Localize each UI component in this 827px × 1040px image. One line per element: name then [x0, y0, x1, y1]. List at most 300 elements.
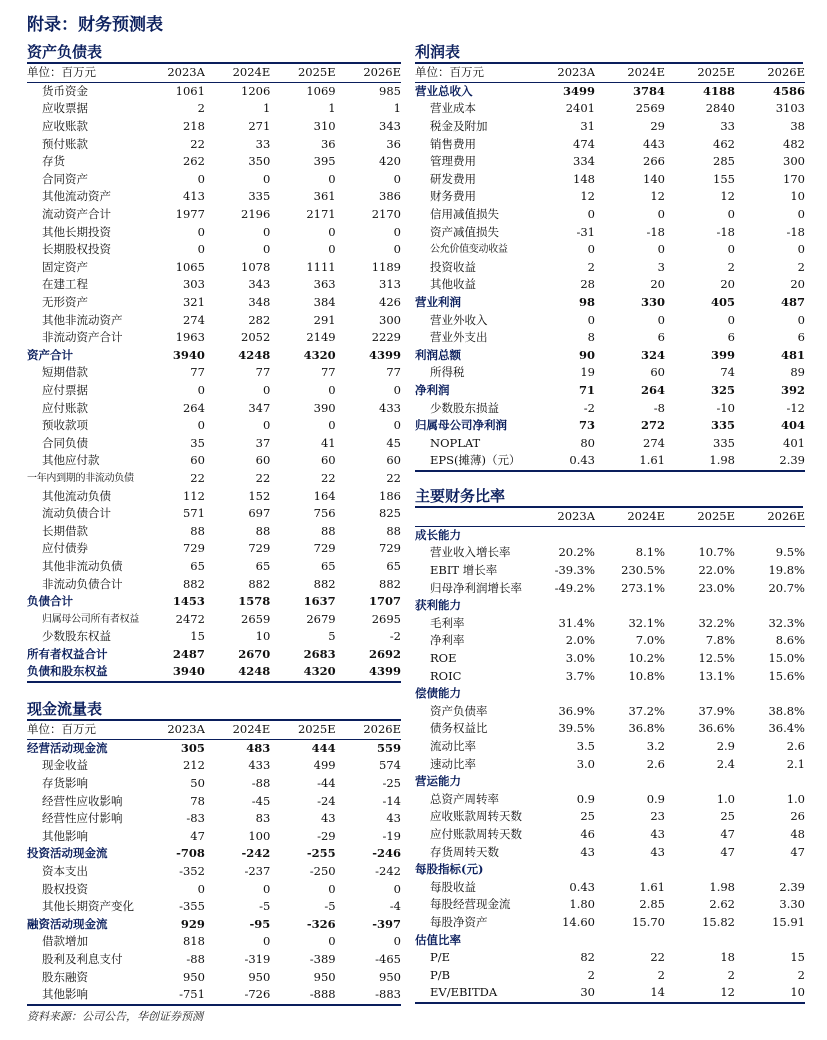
cell-value: 2149	[306, 330, 336, 345]
year-header: 2026E	[336, 721, 401, 739]
table-row	[415, 347, 805, 365]
cell-value: 405	[710, 295, 735, 310]
cell-value: 347	[248, 400, 271, 415]
table-row	[415, 931, 805, 949]
cell-value: 324	[640, 347, 665, 362]
row-label: 应付账款	[42, 400, 88, 415]
row-label: 其他流动负债	[42, 488, 111, 503]
cell-value: 0	[328, 881, 336, 896]
cell-value: 2	[587, 967, 595, 982]
cell-value: 1061	[175, 83, 205, 98]
cell-value: 148	[573, 171, 595, 186]
cell-value: -39.3%	[554, 563, 595, 578]
year-header: 2026E	[735, 508, 805, 526]
table-row	[415, 100, 805, 118]
cell-value: 25	[720, 809, 735, 824]
table-row	[415, 703, 805, 721]
row-label: 经营性应付影响	[42, 811, 123, 826]
cell-value: 0	[328, 224, 336, 239]
cell-value: 29	[650, 119, 665, 134]
cell-value: 10	[790, 189, 805, 204]
cell-value: 0	[393, 224, 401, 239]
row-label: 税金及附加	[430, 119, 488, 134]
row-label: 负债合计	[27, 594, 73, 609]
row-label: 资产合计	[27, 347, 73, 362]
cell-value: -18	[716, 224, 735, 239]
cell-value: 291	[313, 312, 336, 327]
cell-value: -465	[375, 952, 401, 967]
cell-value: 2170	[371, 207, 401, 222]
cell-value: -95	[249, 916, 271, 931]
table-row	[27, 329, 401, 347]
cell-value: 882	[379, 576, 401, 591]
cell-value: 77	[320, 365, 336, 380]
cell-value: 170	[783, 171, 805, 186]
row-label: 营业外收入	[430, 312, 488, 327]
cell-value: 1111	[306, 259, 336, 274]
cash-flow-table	[27, 721, 401, 1006]
cell-value: 4399	[336, 663, 401, 682]
table-row	[415, 984, 805, 1003]
cell-value: 2659	[241, 611, 271, 626]
cell-value: -389	[309, 952, 336, 967]
cell-value: 433	[248, 758, 271, 773]
row-label: 归属母公司净利润	[415, 418, 507, 433]
row-label: 负债和股东权益	[27, 663, 140, 682]
cell-value: 1	[393, 101, 401, 116]
cell-value: 310	[313, 119, 336, 134]
cell-value: 23.0%	[698, 580, 735, 595]
cell-value: 1.61	[639, 879, 665, 894]
cell-value: 0	[587, 242, 595, 257]
row-label: P/E	[430, 950, 451, 965]
cell-value: 818	[182, 934, 205, 949]
cell-value: 0	[262, 171, 271, 186]
cell-value	[665, 773, 735, 791]
cell-value: 31.4%	[558, 615, 595, 630]
table-row	[27, 593, 401, 611]
cell-value: 335	[713, 435, 735, 450]
ratios-title: 主要财务比率	[415, 486, 803, 508]
row-label: ROIC	[430, 668, 462, 683]
cell-value: -326	[306, 916, 336, 931]
row-label: 合同资产	[42, 171, 88, 186]
cell-value: -888	[270, 986, 335, 1005]
cell-value: 2	[727, 967, 735, 982]
cell-value: 20	[790, 277, 805, 292]
cell-value: 186	[379, 488, 401, 503]
cell-value: 729	[248, 541, 271, 556]
cell-value: -88	[251, 776, 271, 791]
cell-value: 48	[790, 826, 805, 841]
cell-value: 23	[650, 809, 665, 824]
table-row	[415, 206, 805, 224]
cell-value: 43	[580, 844, 595, 859]
cell-value: 2.62	[709, 897, 735, 912]
cell-value: 0	[797, 312, 805, 327]
balance-sheet-table	[27, 64, 401, 683]
cell-value: 47	[720, 844, 735, 859]
cell-value: 274	[182, 312, 205, 327]
row-label: 投资收益	[430, 259, 476, 274]
cell-value: 305	[180, 740, 205, 755]
cell-value: 9.5%	[775, 545, 805, 560]
cell-value: 350	[248, 154, 271, 169]
cell-value: 266	[643, 154, 665, 169]
cell-value: 950	[379, 969, 401, 984]
year-header: 2025E	[270, 64, 335, 82]
table-row	[415, 329, 805, 347]
cell-value: 32.1%	[628, 615, 665, 630]
cell-value: -246	[372, 846, 401, 861]
cell-value: 2.4	[716, 756, 735, 771]
table-row	[27, 259, 401, 277]
cell-value: 43	[650, 844, 665, 859]
cell-value: 7.0%	[635, 633, 665, 648]
cell-value: 47	[790, 844, 805, 859]
cell-value: 2	[727, 259, 735, 274]
cell-value: -10	[716, 400, 735, 415]
row-label: 资产减值损失	[430, 224, 499, 239]
cell-value: 2.6	[786, 739, 805, 754]
cell-value	[665, 526, 735, 544]
cell-value: 0.43	[525, 452, 595, 471]
table-row	[415, 434, 805, 452]
cell-value: 0	[727, 242, 735, 257]
cell-value: 60	[190, 453, 205, 468]
year-header: 2023A	[140, 721, 205, 739]
row-label: 应收票据	[42, 101, 88, 116]
income-statement-title: 利润表	[415, 42, 803, 64]
cell-value	[525, 597, 595, 615]
row-label: EPS(摊薄)（元）	[415, 452, 525, 471]
row-label: 短期借款	[42, 365, 88, 380]
row-label: 应付债券	[42, 541, 88, 556]
table-row	[415, 579, 805, 597]
cell-value: 1.61	[595, 452, 665, 471]
row-label: 存货影响	[42, 776, 88, 791]
row-label: 其他收益	[430, 277, 476, 292]
cell-value: -242	[241, 846, 271, 861]
cell-value: 2.9	[716, 739, 735, 754]
cell-value: 262	[182, 154, 205, 169]
cell-value: 90	[578, 347, 595, 362]
cell-value: 264	[640, 382, 665, 397]
cell-value: 32.3%	[768, 615, 805, 630]
row-label: 获利能力	[415, 598, 461, 613]
cell-value: 19	[580, 365, 595, 380]
balance-sheet-title: 资产负债表	[27, 42, 401, 64]
cell-value: 60	[255, 453, 271, 468]
table-row	[27, 628, 401, 646]
row-label: 研发费用	[430, 171, 476, 186]
row-label: 偿债能力	[415, 686, 461, 701]
table-row	[27, 100, 401, 118]
table-row	[415, 773, 805, 791]
cell-value: 212	[182, 758, 205, 773]
cell-value: 363	[313, 277, 336, 292]
cell-value: 3	[657, 259, 665, 274]
cell-value: 26	[790, 809, 805, 824]
cell-value: 3.5	[576, 739, 595, 754]
table-row	[27, 399, 401, 417]
cell-value: 10.7%	[698, 545, 735, 560]
year-header: 2025E	[665, 64, 735, 82]
table-header-row	[415, 64, 805, 82]
table-row	[415, 241, 805, 259]
row-label: ROE	[430, 651, 457, 666]
table-row	[27, 382, 401, 400]
cell-value: 36.4%	[768, 721, 805, 736]
cell-value: 4248	[205, 663, 270, 682]
cell-value: 1453	[172, 594, 205, 609]
cell-value: 46	[580, 826, 595, 841]
cash-flow-title: 现金流量表	[27, 699, 401, 721]
cell-value: 31	[580, 119, 595, 134]
cell-value: 1189	[371, 259, 401, 274]
row-label: 预收款项	[42, 418, 88, 433]
cell-value: 98	[578, 295, 595, 310]
cell-value: 474	[573, 136, 595, 151]
cell-value	[525, 861, 595, 879]
cell-value: 300	[379, 312, 401, 327]
cell-value: 2.85	[639, 897, 665, 912]
table-row	[27, 757, 401, 775]
row-label: 非流动负债合计	[42, 576, 123, 591]
cell-value: 0	[262, 382, 271, 397]
cell-value: 1078	[241, 259, 271, 274]
row-label: 营业成本	[430, 101, 476, 116]
cell-value: 65	[320, 558, 336, 573]
cell-value: 0	[262, 881, 271, 896]
cell-value: 38.8%	[768, 703, 805, 718]
cell-value: -237	[244, 864, 271, 879]
cell-value: 1963	[175, 330, 205, 345]
row-label: 一年内到期的非流动负债	[27, 472, 134, 484]
cell-value: 2.39	[735, 452, 805, 471]
table-row	[27, 241, 401, 259]
table-row	[415, 276, 805, 294]
cell-value: 2.1	[786, 756, 805, 771]
cell-value: 15.6%	[768, 668, 805, 683]
cell-value: 2	[797, 259, 805, 274]
cell-value: 950	[182, 969, 205, 984]
cell-value	[665, 597, 735, 615]
cell-value	[735, 526, 805, 544]
table-header-row	[27, 64, 401, 82]
cell-value: 2.39	[779, 879, 805, 894]
table-row	[27, 916, 401, 934]
table-row	[415, 382, 805, 400]
row-label: 固定资产	[42, 259, 88, 274]
cell-value: 10	[255, 629, 271, 644]
cell-value: 574	[379, 758, 401, 773]
cell-value: 88	[255, 523, 271, 538]
cell-value: 882	[313, 576, 336, 591]
cell-value: 88	[386, 523, 401, 538]
cell-value: 0	[657, 242, 665, 257]
cell-value: -19	[382, 828, 401, 843]
row-label: 信用减值损失	[430, 207, 499, 222]
cell-value: 444	[311, 740, 336, 755]
row-label: 归母净利润增长率	[430, 580, 522, 595]
cell-value	[735, 931, 805, 949]
cell-value: 19.8%	[768, 563, 805, 578]
table-row	[415, 118, 805, 136]
cell-value: 0	[197, 382, 205, 397]
cell-value: 33	[720, 119, 735, 134]
cell-value: 2683	[303, 646, 336, 661]
table-row	[415, 526, 805, 544]
cell-value: -88	[186, 952, 205, 967]
cell-value: 0.9	[576, 791, 595, 806]
source-footnote: 资料来源：公司公告，华创证券预测	[27, 1010, 203, 1023]
cell-value: 343	[379, 119, 401, 134]
cell-value: 33	[255, 136, 271, 151]
cell-value: 100	[248, 828, 271, 843]
cell-value: 1578	[238, 594, 271, 609]
cell-value: 22	[320, 470, 336, 485]
cell-value: 756	[313, 506, 336, 521]
row-label: 其他流动资产	[42, 189, 111, 204]
cell-value: -18	[786, 224, 805, 239]
cell-value: 392	[780, 382, 805, 397]
cell-value: 65	[190, 558, 205, 573]
row-label: 股东融资	[42, 969, 88, 984]
row-label: 归属母公司所有者权益	[42, 613, 139, 625]
row-label: 货币资金	[42, 83, 88, 98]
table-row	[27, 880, 401, 898]
cell-value: 0	[393, 171, 401, 186]
table-row	[415, 364, 805, 382]
table-row	[415, 791, 805, 809]
cell-value: 950	[313, 969, 336, 984]
cell-value: 0	[328, 171, 336, 186]
cell-value: 60	[650, 365, 665, 380]
row-label: 营业外支出	[430, 330, 488, 345]
cell-value: 230.5%	[621, 563, 665, 578]
row-label: 营业收入增长率	[430, 545, 511, 560]
cell-value: 274	[643, 435, 665, 450]
table-row	[415, 399, 805, 417]
cell-value: 1637	[303, 594, 336, 609]
row-label: 借款增加	[42, 934, 88, 949]
cell-value: 0	[262, 224, 271, 239]
cell-value: 0	[657, 207, 665, 222]
cell-value: 88	[320, 523, 336, 538]
table-row	[415, 896, 805, 914]
table-row	[415, 311, 805, 329]
cell-value: 2171	[306, 207, 336, 222]
cell-value: 443	[643, 136, 665, 151]
cell-value: 35	[190, 435, 205, 450]
row-label: 毛利率	[430, 615, 465, 630]
table-row	[27, 434, 401, 452]
cell-value: 272	[640, 418, 665, 433]
cell-value: -2	[389, 629, 401, 644]
row-label: 现金收益	[42, 758, 88, 773]
cell-value: 3.2	[646, 739, 665, 754]
cell-value: 2840	[705, 101, 735, 116]
cell-value: 264	[182, 400, 205, 415]
row-label: 每股收益	[430, 879, 476, 894]
cell-value: 38	[790, 119, 805, 134]
cell-value	[525, 931, 595, 949]
row-label: NOPLAT	[430, 435, 481, 450]
row-label: 营业利润	[415, 295, 461, 310]
cell-value: 0	[328, 934, 336, 949]
row-label: 财务费用	[430, 189, 476, 204]
cell-value: 65	[386, 558, 401, 573]
page-title: 附录：财务预测表	[27, 15, 163, 35]
row-label: 股利及利息支付	[42, 952, 123, 967]
cell-value: 12	[665, 984, 735, 1003]
table-row	[415, 82, 805, 100]
row-label: 成长能力	[415, 527, 461, 542]
row-label: 净利率	[430, 633, 465, 648]
ratios-section	[415, 486, 803, 1004]
table-row	[27, 82, 401, 100]
cell-value: 882	[248, 576, 271, 591]
cell-value: 285	[713, 154, 735, 169]
table-row	[27, 775, 401, 793]
income-statement-table	[415, 64, 805, 472]
table-row	[415, 188, 805, 206]
cell-value: 559	[376, 740, 401, 755]
cell-value: 15.70	[632, 914, 665, 929]
table-header-row	[27, 721, 401, 739]
cell-value	[665, 861, 735, 879]
row-label: P/B	[430, 967, 451, 982]
cell-value: 77	[255, 365, 271, 380]
cell-value: 0	[262, 242, 271, 257]
row-label: 资本支出	[42, 864, 88, 879]
cell-value: 10	[735, 984, 805, 1003]
row-label: 所得税	[430, 365, 465, 380]
table-row	[27, 968, 401, 986]
cell-value: 15	[190, 629, 205, 644]
table-row	[27, 417, 401, 435]
row-label: 流动负债合计	[42, 506, 111, 521]
row-label: 其他长期资产变化	[42, 899, 134, 914]
row-label: 总资产周转率	[430, 791, 499, 806]
cell-value: 4320	[303, 347, 336, 362]
cell-value: 0	[727, 312, 735, 327]
table-row	[27, 845, 401, 863]
table-row	[415, 966, 805, 984]
cell-value: 985	[379, 83, 401, 98]
row-label: 无形资产	[42, 295, 88, 310]
cell-value: 10.8%	[628, 668, 665, 683]
table-row	[27, 522, 401, 540]
cell-value: 697	[248, 506, 271, 521]
cell-value: 15.91	[772, 914, 805, 929]
cell-value: 413	[182, 189, 205, 204]
table-row	[27, 646, 401, 664]
cell-value: 78	[190, 793, 205, 808]
table-row	[27, 951, 401, 969]
table-row	[27, 276, 401, 294]
cell-value: -24	[317, 793, 336, 808]
cell-value: 420	[379, 154, 401, 169]
cell-value: 330	[640, 295, 665, 310]
row-label: 所有者权益合计	[27, 646, 108, 661]
table-row	[415, 914, 805, 932]
cell-value: 1206	[241, 83, 271, 98]
row-label: 其他影响	[42, 828, 88, 843]
cell-value: 3.30	[779, 897, 805, 912]
cell-value: -12	[786, 400, 805, 415]
